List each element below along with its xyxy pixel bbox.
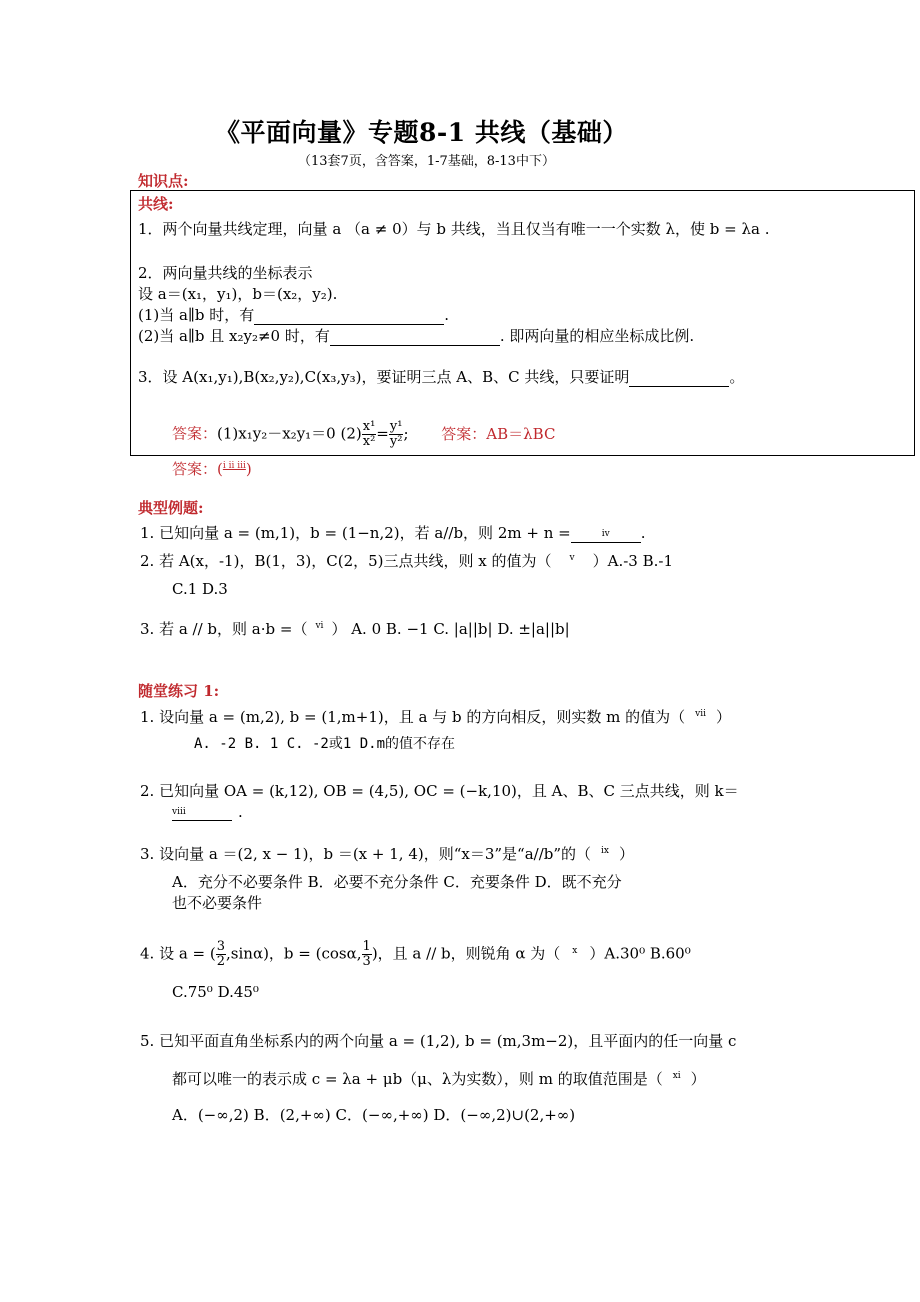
footnote-ref: ix bbox=[601, 846, 610, 856]
fraction-3-2 bbox=[216, 940, 226, 969]
answer-refs-markers: i ii iii bbox=[222, 461, 246, 471]
knowledge-point-3 bbox=[138, 366, 744, 387]
practice-q3-options-line2: 也不必要条件 bbox=[172, 894, 263, 912]
practice-q5-close: ） bbox=[690, 1070, 706, 1088]
knowledge-point-2-2 bbox=[138, 325, 694, 346]
knowledge-point-2-title: 2．两向量共线的坐标表示 bbox=[138, 264, 313, 282]
collinear-heading: 共线: bbox=[138, 195, 174, 213]
answer-formula-1: (1)x₁y₂－x₂y₁＝0 (2) bbox=[217, 424, 362, 443]
point-3-text: 3．设 A(x₁,y₁),B(x₂,y₂),C(x₃,y₃)，要证明三点 A、B、C 共线，只要证明 bbox=[138, 368, 630, 386]
example-q2-options-line2: C.1 D.3 bbox=[172, 580, 228, 598]
condition-1-text: (1)当 a∥b 时，有 bbox=[138, 306, 255, 324]
fraction-denominator: 3 bbox=[362, 954, 371, 969]
practice-q1 bbox=[140, 706, 731, 727]
answer-refs bbox=[172, 458, 252, 479]
practice-q3-options: A．充分不必要条件 B．必要不充分条件 C．充要条件 D．既不充分 bbox=[172, 873, 622, 891]
condition-2-end: . 即两向量的相应坐标成比例. bbox=[499, 327, 695, 345]
footnote-ref: vii bbox=[695, 709, 706, 719]
example-q2-options: ）A.-3 B.-1 bbox=[592, 552, 674, 570]
practice-q3 bbox=[140, 843, 634, 864]
fill-blank-1 bbox=[254, 310, 444, 325]
practice-q3-close: ） bbox=[619, 845, 635, 863]
answer-refs-close: ) bbox=[245, 460, 252, 478]
fraction-numerator: x¹ bbox=[362, 419, 376, 434]
fill-blank-3 bbox=[629, 372, 729, 387]
practice-q1-close: ） bbox=[715, 708, 731, 726]
practice-q4-mid: ,sinα)，b = (cosα, bbox=[226, 944, 362, 963]
fill-blank-2 bbox=[330, 331, 500, 346]
fill-blank-p2 bbox=[172, 806, 232, 821]
fraction-numerator: y¹ bbox=[389, 419, 403, 434]
example-q3 bbox=[140, 618, 570, 639]
example-q1-text: 1. 已知向量 a = (m,1)，b = (1−n,2)，若 a//b，则 2m + n = bbox=[140, 524, 571, 542]
practice-q4-options-line2: C.75⁰ D.45⁰ bbox=[172, 983, 259, 1001]
practice-q1-text: 1. 设向量 a = (m,2), b = (1,m+1)，且 a 与 b 的方向相反，则实数 m 的值为（ bbox=[140, 708, 686, 726]
practice-q4-text: 4. 设 a = ( bbox=[140, 944, 216, 963]
fraction-denominator: x² bbox=[362, 434, 376, 449]
example-q1-end: . bbox=[640, 524, 646, 542]
practice-q2: 2. 已知向量 OA = (k,12), OB = (4,5), OC = (−k,10)，且 A、B、C 三点共线，则 k＝ bbox=[140, 782, 739, 800]
point-3-end: 。 bbox=[729, 368, 745, 386]
knowledge-point-2-1 bbox=[138, 304, 449, 325]
answer-fraction-x bbox=[362, 420, 377, 449]
example-q3-text: 3. 若 a // b，则 a·b =（ bbox=[140, 620, 308, 638]
practice-q4-post: )，且 a // b，则锐角 α 为（ bbox=[371, 944, 561, 963]
answer-refs-label: 答案：( bbox=[172, 460, 223, 478]
practice-q1-options: A. -2 B. 1 C. -2或1 D.m的值不存在 bbox=[194, 736, 456, 752]
condition-1-end: . bbox=[444, 306, 450, 324]
footnote-ref: xi bbox=[672, 1071, 681, 1081]
knowledge-point-2-set: 设 a＝(x₁，y₁)，b＝(x₂，y₂). bbox=[138, 285, 338, 303]
practice-q2-answer-line bbox=[172, 803, 243, 821]
answer-equals: = bbox=[376, 424, 389, 443]
page-subtitle: （13套7页，含答案，1-7基础，8-13中下） bbox=[298, 154, 555, 169]
fraction-numerator: 3 bbox=[216, 939, 226, 954]
answer-semicolon: ; bbox=[403, 424, 409, 443]
example-q2-text: 2. 若 A(x，-1)，B(1，3)，C(2，5)三点共线，则 x 的值为（ bbox=[140, 552, 552, 570]
practice-q5-options: A．(−∞,2) B．(2,+∞) C．(−∞,+∞) D．(−∞,2)∪(2,+∞) bbox=[172, 1106, 576, 1124]
practice-q4-options: ）A.30⁰ B.60⁰ bbox=[589, 944, 691, 963]
footnote-ref: x bbox=[572, 945, 578, 956]
example-q1 bbox=[140, 522, 645, 543]
condition-2-text: (2)当 a∥b 且 x₂y₂≠0 时，有 bbox=[138, 327, 330, 345]
practice-q5: 5. 已知平面直角坐标系内的两个向量 a = (1,2), b = (m,3m−2)，且平面内的任一向量 c bbox=[140, 1032, 737, 1050]
answer-fraction-y bbox=[389, 420, 404, 449]
practice-q4 bbox=[140, 940, 691, 969]
practice-q3-text: 3. 设向量 a ＝(2, x − 1)，b ＝(x + 1, 4)，则“x＝3”是“a//b”的（ bbox=[140, 845, 592, 863]
answer-line-1 bbox=[172, 420, 555, 449]
practice-q2-end: . bbox=[238, 803, 243, 821]
footnote-ref: vi bbox=[315, 621, 324, 631]
example-q2 bbox=[140, 550, 673, 571]
answer-label-1: 答案： bbox=[172, 424, 218, 443]
fill-blank-q1 bbox=[571, 528, 641, 543]
footnote-ref: iv bbox=[601, 529, 610, 539]
example-q3-options: ） A. 0 B. −1 C. |a||b| D. ±|a||b| bbox=[331, 620, 570, 638]
fraction-1-3 bbox=[362, 940, 372, 969]
fraction-numerator: 1 bbox=[362, 939, 371, 954]
page-title: 《平面向量》专题8-1 共线（基础） bbox=[215, 118, 628, 147]
fraction-denominator: y² bbox=[389, 434, 403, 449]
examples-heading: 典型例题: bbox=[138, 499, 204, 517]
footnote-ref: v bbox=[569, 553, 575, 563]
practice-q5-line2-text: 都可以唯一的表示成 c = λa + μb（μ、λ为实数），则 m 的取值范围是（ bbox=[172, 1070, 663, 1088]
knowledge-point-1: 1．两个向量共线定理，向量 a （a ≠ 0）与 b 共线，当且仅当有唯一一个实数 λ，使 b = λa . bbox=[138, 220, 770, 238]
knowledge-heading: 知识点: bbox=[138, 172, 189, 190]
answer-label-2: 答案：AB＝λBC bbox=[441, 424, 556, 443]
practice-q5-line2 bbox=[172, 1068, 706, 1089]
footnote-ref: viii bbox=[172, 807, 186, 817]
fraction-denominator: 2 bbox=[216, 954, 226, 969]
practice-heading: 随堂练习 1: bbox=[138, 682, 220, 700]
